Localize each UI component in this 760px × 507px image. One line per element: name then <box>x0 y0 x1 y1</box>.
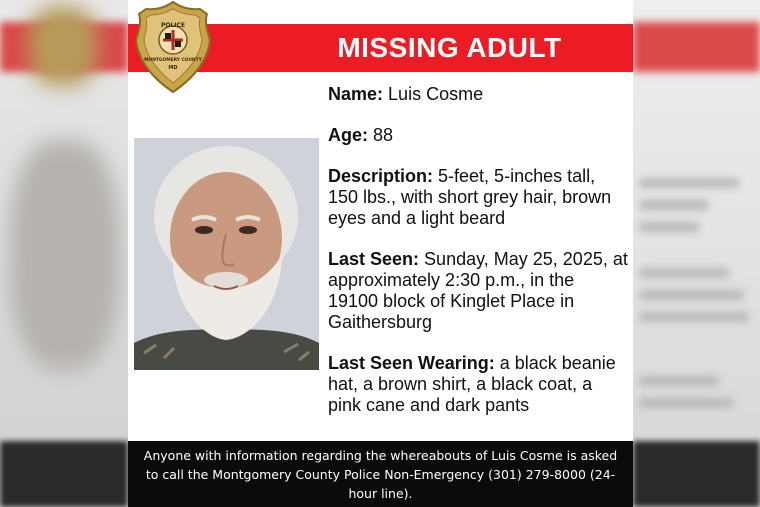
blurred-text-line <box>639 398 734 408</box>
blurred-text-line <box>639 178 739 188</box>
description-label: Description: <box>328 166 434 186</box>
name-value: Luis Cosme <box>388 84 484 104</box>
blurred-backdrop-right <box>633 0 760 507</box>
svg-text:MD: MD <box>168 65 178 71</box>
last-seen-field <box>328 249 628 333</box>
blurred-text-line <box>639 312 749 322</box>
blurred-text-line <box>639 222 699 232</box>
blurred-text-line <box>639 376 719 386</box>
name-label: Name: <box>328 84 384 104</box>
last-seen-wearing-field <box>328 353 628 416</box>
svg-text:POLICE: POLICE <box>160 22 186 29</box>
age-field <box>328 125 628 146</box>
person-details <box>328 84 628 436</box>
blurred-footer <box>0 441 128 507</box>
description-value: 5-feet, 5-inches tall, 150 lbs., with short grey hair, brown eyes and a light beard <box>328 166 612 228</box>
last-seen-label: Last Seen: <box>328 249 420 269</box>
last-seen-wearing-label: Last Seen Wearing: <box>328 353 495 373</box>
blurred-banner-band <box>633 22 760 72</box>
blurred-text-line <box>639 200 709 210</box>
blurred-photo <box>10 140 120 370</box>
police-badge-logo <box>134 0 212 95</box>
contact-footer <box>128 441 633 507</box>
blurred-badge <box>28 6 98 86</box>
blurred-backdrop-left <box>0 0 128 507</box>
person-photo <box>134 138 319 370</box>
description-field <box>328 166 628 229</box>
last-seen-wearing-value: a black beanie hat, a brown shirt, a black coat, a pink cane and dark pants <box>328 353 616 415</box>
blurred-footer <box>633 441 760 507</box>
banner-title: MISSING ADULT <box>337 32 562 63</box>
last-seen-value: Sunday, May 25, 2025, at approximately 2:30 p.m., in the 19100 block of Kinglet Place in Gaithersburg <box>328 249 628 332</box>
missing-person-poster <box>128 0 633 507</box>
age-value: 88 <box>373 125 394 145</box>
name-field <box>328 84 628 105</box>
svg-text:MONTGOMERY COUNTY: MONTGOMERY COUNTY <box>144 58 202 63</box>
age-label: Age: <box>328 125 368 145</box>
blurred-text-line <box>639 290 744 300</box>
blurred-text-line <box>639 268 729 278</box>
contact-footer-text: Anyone with information regarding the whereabouts of Luis Cosme is asked to call the Montgomery County Police Non-Emergency (301) 279-8000 (24-hour line). <box>143 447 618 501</box>
